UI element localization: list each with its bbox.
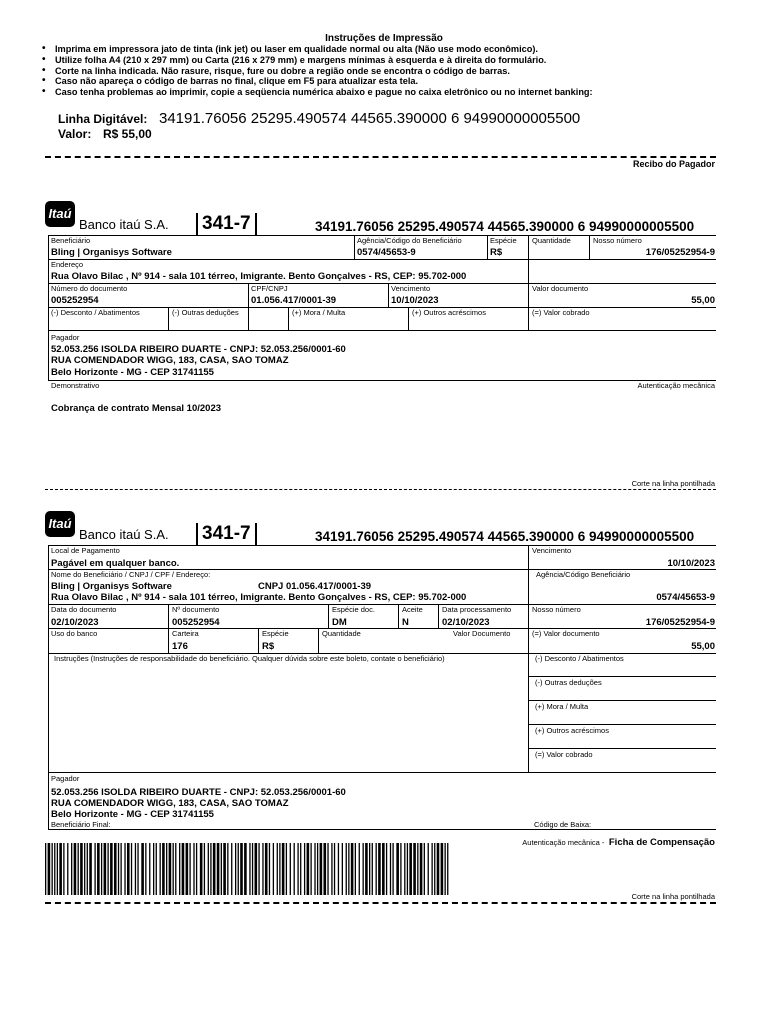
ficha-compensacao-label: Ficha de Compensação — [608, 837, 715, 848]
barcode-bar — [162, 843, 165, 895]
mora-label: (+) Mora / Multa — [292, 308, 346, 317]
barcode-bar — [67, 843, 68, 895]
barcode-bar — [407, 843, 408, 895]
corte-label: Corte na linha pontilhada — [631, 479, 715, 488]
barcode-bar — [334, 843, 335, 895]
instruction-item: • Caso não apareça o código de barras no final, clique em F5 para atualizar esta tela. — [42, 76, 593, 87]
data-doc-label: Data do documento — [51, 605, 117, 614]
cut-line — [45, 489, 716, 490]
barcode-bar — [314, 843, 315, 895]
especie-doc-label: Espécie doc. — [332, 605, 375, 614]
valor-doc-value: 55,00 — [691, 641, 715, 652]
barcode-bar — [160, 843, 161, 895]
divider — [528, 748, 716, 749]
divider — [388, 283, 389, 307]
barcode-bar — [372, 843, 373, 895]
barcode-bar — [175, 843, 176, 895]
quantidade-label: Quantidade — [532, 236, 571, 245]
barcode-bar — [74, 843, 77, 895]
itau-logo: Itaú — [45, 201, 75, 227]
barcode-bar — [258, 843, 259, 895]
barcode-bar — [57, 843, 58, 895]
vencimento-label: Vencimento — [391, 284, 431, 293]
barcode-bar — [210, 843, 211, 895]
instructions-title: Instruções de Impressão — [325, 33, 443, 44]
barcode-bar — [359, 843, 360, 895]
barcode-bar — [327, 843, 328, 895]
local-value: Pagável em qualquer banco. — [51, 558, 180, 569]
barcode-bar — [400, 843, 401, 895]
barcode-bar — [213, 843, 216, 895]
divider — [48, 307, 716, 308]
barcode-bar — [235, 843, 236, 895]
barcode-bar — [104, 843, 107, 895]
linha-digitavel-value[interactable]: 34191.76056 25295.490574 44565.390000 6 94990000005500 — [159, 110, 581, 127]
divider — [328, 604, 329, 628]
barcode-bar — [182, 843, 185, 895]
bank-name: Banco itaú S.A. — [79, 527, 169, 542]
beneficiario-final-label: Beneficiário Final: — [51, 820, 111, 829]
barcode-bar — [265, 843, 268, 895]
vencimento-value: 10/10/2023 — [667, 558, 715, 569]
instrucoes-label: Instruções (Instruções de responsabilidade do beneficiário. Qualquer dúvida sobre este boleto, contate o beneficiário) — [54, 654, 445, 663]
cpf-value: 01.056.417/0001-39 — [251, 295, 337, 306]
barcode-bar — [156, 843, 157, 895]
desconto-label: (-) Desconto / Abatimentos — [51, 308, 140, 317]
barcode-bar — [208, 843, 209, 895]
barcode-bar — [149, 843, 150, 895]
divider — [48, 235, 49, 380]
endereco-value: Rua Olavo Bilac , Nº 914 - sala 101 térreo, Imigrante. Bento Gonçalves - RS, CEP: 95.702-000 — [51, 592, 467, 603]
recibo-label: Recibo do Pagador — [632, 159, 715, 169]
barcode-bar — [382, 843, 385, 895]
autenticacao-label: Autenticação mecânica — [637, 381, 715, 390]
barcode-bar — [110, 843, 113, 895]
data-proc-value: 02/10/2023 — [442, 617, 490, 628]
barcode-bar — [286, 843, 287, 895]
nosso-numero-value: 176/05252954-9 — [645, 247, 715, 258]
barcode-bar — [386, 843, 387, 895]
valor-doc-label: (=) Valor documento — [532, 629, 600, 638]
barcode-bar — [304, 843, 305, 895]
barcode-bar — [189, 843, 190, 895]
barcode-bar — [179, 843, 180, 895]
endereco-label: Endereço — [51, 260, 84, 269]
pagador-line: 52.053.256 ISOLDA RIBEIRO DUARTE - CNPJ: 52.053.256/0001-60 — [51, 344, 346, 355]
instruction-item: • Imprima em impressora jato de tinta (ink jet) ou laser em qualidade normal ou alta (Não use modo econômico). — [42, 44, 593, 55]
barcode-bar — [196, 843, 197, 895]
barcode-bar — [101, 843, 102, 895]
divider — [48, 545, 716, 546]
num-doc-value: 005252954 — [51, 295, 99, 306]
barcode-bar — [413, 843, 416, 895]
barcode-bar — [223, 843, 226, 895]
barcode-bar — [89, 843, 92, 895]
barcode-bar — [331, 843, 332, 895]
carteira-label: Carteira — [172, 629, 199, 638]
pagador-line: 52.053.256 ISOLDA RIBEIRO DUARTE - CNPJ: 52.053.256/0001-60 — [51, 787, 346, 798]
barcode-bar — [307, 843, 310, 895]
instruction-item: • Corte na linha indicada. Não rasure, risque, fure ou dobre a região onde se encontra o código de barras. — [42, 66, 593, 77]
divider — [248, 283, 249, 330]
demonstrativo-value: Cobrança de contrato Mensal 10/2023 — [51, 403, 222, 414]
barcode-bar — [249, 843, 250, 895]
barcode-bar — [78, 843, 79, 895]
barcode-bar — [118, 843, 119, 895]
divider — [528, 700, 716, 701]
autenticacao-label: Autenticação mecânica - — [522, 838, 605, 847]
nosso-numero-label: Nosso número — [532, 605, 581, 614]
outras-deducoes-label: (-) Outras deduções — [535, 678, 602, 687]
data-proc-label: Data processamento — [442, 605, 512, 614]
barcode-bar — [290, 843, 291, 895]
barcode-bar — [124, 843, 125, 895]
divider — [48, 259, 716, 260]
valor-label: Valor: — [58, 127, 92, 141]
barcode-bar — [342, 843, 343, 895]
carteira-value: 176 — [172, 641, 188, 652]
barcode-bar — [221, 843, 222, 895]
beneficiario-value: Bling | Organisys Software — [51, 247, 172, 258]
barcode-bar — [193, 843, 194, 895]
barcode-bar — [320, 843, 323, 895]
barcode-bar — [200, 843, 203, 895]
divider — [48, 829, 716, 830]
barcode-bar — [217, 843, 220, 895]
outros-acrescimos-label: (+) Outros acréscimos — [412, 308, 486, 317]
barcode-bar — [87, 843, 88, 895]
barcode-bar — [59, 843, 62, 895]
barcode-bar — [441, 843, 444, 895]
barcode-bar — [127, 843, 130, 895]
divider — [528, 724, 716, 725]
cnpj-value: CNPJ 01.056.417/0001-39 — [258, 581, 372, 592]
barcode-bar — [338, 843, 339, 895]
codigo-baixa-label: Código de Baixa: — [534, 820, 592, 829]
barcode-bar — [52, 843, 53, 895]
num-doc-label: Nº documento — [172, 605, 220, 614]
barcode-bar — [346, 843, 347, 895]
barcode-bar — [166, 843, 167, 895]
barcode-bar — [444, 843, 445, 895]
vencimento-label: Vencimento — [532, 546, 572, 555]
valor-doc-value: 55,00 — [691, 295, 715, 306]
barcode-bar — [84, 843, 85, 895]
local-label: Local de Pagamento — [51, 546, 120, 555]
barcode-bar — [131, 843, 132, 895]
mora-label: (+) Mora / Multa — [535, 702, 589, 711]
cpf-label: CPF/CNPJ — [251, 284, 288, 293]
barcode-bar — [273, 843, 274, 895]
divider — [168, 307, 169, 330]
beneficiario-value: Bling | Organisys Software — [51, 581, 172, 592]
barcode-bar — [269, 843, 270, 895]
barcode-bar — [97, 843, 100, 895]
barcode-bar — [173, 843, 174, 895]
barcode-bar — [396, 843, 399, 895]
autenticacao-row — [522, 832, 715, 850]
barcode-bar — [365, 843, 368, 895]
instructions-list — [42, 44, 593, 98]
beneficiario-label: Beneficiário — [51, 236, 91, 245]
divider — [318, 628, 319, 653]
barcode-bar — [252, 843, 253, 895]
barcode-bar — [137, 843, 138, 895]
especie-label: Espécie — [262, 629, 289, 638]
barcode-bar — [255, 843, 258, 895]
barcode-bar — [282, 843, 285, 895]
barcode-bar — [378, 843, 381, 895]
divider — [48, 604, 716, 605]
divider — [487, 235, 488, 259]
barcode-bar — [279, 843, 280, 895]
barcode-bar — [392, 843, 393, 895]
valor-doc-label: Valor documento — [532, 284, 589, 293]
cut-line — [45, 156, 716, 158]
barcode-bar — [71, 843, 72, 895]
divider — [438, 604, 439, 628]
num-doc-label: Número do documento — [51, 284, 128, 293]
divider — [48, 628, 716, 629]
divider — [528, 235, 529, 330]
barcode-bar — [238, 843, 239, 895]
barcode-bar — [107, 843, 108, 895]
valor-documento-label: Valor Documento — [453, 629, 511, 638]
valor-value: R$ 55,00 — [103, 127, 152, 141]
especie-doc-value: DM — [332, 617, 347, 628]
pagador-line: Belo Horizonte - MG - CEP 31741155 — [51, 367, 214, 378]
valor-cobrado-label: (=) Valor cobrado — [535, 750, 593, 759]
barcode-bar — [404, 843, 405, 895]
barcode-bar — [437, 843, 440, 895]
barcode-bar — [447, 843, 448, 895]
nome-beneficiario-label: Nome do Beneficiário / CNPJ / CPF / Endereço: — [51, 570, 211, 579]
barcode-bar — [141, 843, 144, 895]
digit-line[interactable]: 34191.76056 25295.490574 44565.390000 6 94990000005500 — [315, 219, 695, 234]
itau-logo: Itaú — [45, 511, 75, 537]
barcode-bar — [114, 843, 117, 895]
barcode-bar — [363, 843, 364, 895]
aceite-value: N — [402, 617, 409, 628]
barcode-bar — [80, 843, 83, 895]
barcode-bar — [231, 843, 232, 895]
digit-line[interactable]: 34191.76056 25295.490574 44565.390000 6 94990000005500 — [315, 529, 695, 544]
cut-line — [45, 902, 716, 904]
barcode-bar — [45, 843, 46, 895]
outros-acrescimos-label: (+) Outros acréscimos — [535, 726, 609, 735]
divider — [48, 330, 716, 331]
outras-deducoes-label: (-) Outras deduções — [172, 308, 239, 317]
barcode — [45, 843, 451, 895]
barcode-bar — [135, 843, 136, 895]
endereco-value: Rua Olavo Bilac , Nº 914 - sala 101 térreo, Imigrante. Bento Gonçalves - RS, CEP: 95.702-000 — [51, 271, 467, 282]
divider — [258, 628, 259, 653]
barcode-bar — [390, 843, 391, 895]
aceite-label: Aceite — [402, 605, 423, 614]
desconto-label: (-) Desconto / Abatimentos — [535, 654, 624, 663]
divider — [168, 604, 169, 653]
divider — [48, 283, 716, 284]
barcode-bar — [94, 843, 95, 895]
barcode-bar — [310, 843, 311, 895]
barcode-bar — [420, 843, 423, 895]
especie-value: R$ — [262, 641, 275, 652]
barcode-bar — [417, 843, 418, 895]
nosso-numero-value: 176/05252954-9 — [645, 617, 715, 628]
barcode-bar — [244, 843, 247, 895]
barcode-bar — [409, 843, 412, 895]
barcode-bar — [434, 843, 435, 895]
uso-banco-label: Uso do banco — [51, 629, 98, 638]
vencimento-value: 10/10/2023 — [391, 295, 439, 306]
barcode-bar — [145, 843, 146, 895]
divider — [589, 235, 590, 259]
agencia-label: Agência/Código Beneficiário — [536, 570, 631, 579]
barcode-bar — [428, 843, 429, 895]
barcode-bar — [169, 843, 172, 895]
barcode-bar — [48, 843, 51, 895]
divider — [48, 772, 716, 773]
divider — [48, 545, 49, 829]
barcode-bar — [63, 843, 64, 895]
barcode-bar — [323, 843, 326, 895]
especie-value: R$ — [490, 247, 503, 258]
corte-label: Corte na linha pontilhada — [631, 892, 715, 901]
divider — [528, 676, 716, 677]
especie-label: Espécie — [490, 236, 517, 245]
quantidade-label: Quantidade — [322, 629, 361, 638]
barcode-bar — [351, 843, 354, 895]
barcode-bar — [431, 843, 432, 895]
nosso-numero-label: Nosso número — [593, 236, 642, 245]
barcode-bar — [376, 843, 377, 895]
divider — [288, 307, 289, 330]
data-doc-value: 02/10/2023 — [51, 617, 99, 628]
barcode-bar — [153, 843, 154, 895]
pagador-line: RUA COMENDADOR WIGG, 183, CASA, SAO TOMAZ — [51, 355, 289, 366]
divider — [528, 545, 529, 772]
divider — [48, 380, 716, 381]
pagador-label: Pagador — [51, 774, 80, 783]
barcode-bar — [355, 843, 356, 895]
pagador-label: Pagador — [51, 333, 80, 342]
bank-name: Banco itaú S.A. — [79, 217, 169, 232]
demonstrativo-label: Demonstrativo — [51, 381, 100, 390]
divider — [398, 604, 399, 628]
linha-digitavel-label: Linha Digitável: — [58, 112, 148, 126]
barcode-bar — [297, 843, 298, 895]
barcode-bar — [186, 843, 189, 895]
barcode-bar — [204, 843, 205, 895]
barcode-bar — [54, 843, 55, 895]
divider — [354, 235, 355, 259]
bank-code: 341-7 — [196, 213, 257, 235]
pagador-line: RUA COMENDADOR WIGG, 183, CASA, SAO TOMAZ — [51, 798, 289, 809]
instruction-item: • Utilize folha A4 (210 x 297 mm) ou Carta (216 x 279 mm) e margens mínimas à esquerda e à direita do formulário. — [42, 55, 593, 66]
pagador-line: Belo Horizonte - MG - CEP 31741155 — [51, 809, 214, 820]
agencia-value: 0574/45653-9 — [656, 592, 715, 603]
barcode-bar — [240, 843, 243, 895]
barcode-bar — [424, 843, 425, 895]
barcode-bar — [227, 843, 228, 895]
divider — [408, 307, 409, 330]
barcode-bar — [294, 843, 295, 895]
barcode-bar — [348, 843, 349, 895]
barcode-bar — [300, 843, 301, 895]
barcode-bar — [120, 843, 121, 895]
barcode-bar — [317, 843, 318, 895]
valor-cobrado-label: (=) Valor cobrado — [532, 308, 590, 317]
bank-code: 341-7 — [196, 523, 257, 545]
agencia-label: Agência/Código do Beneficiário — [357, 236, 462, 245]
agencia-value: 0574/45653-9 — [357, 247, 416, 258]
barcode-bar — [369, 843, 370, 895]
barcode-bar — [262, 843, 263, 895]
num-doc-value: 005252954 — [172, 617, 220, 628]
instruction-item: • Caso tenha problemas ao imprimir, copie a seqüencia numérica abaixo e pague no caixa eletrônico ou no internet banking: — [42, 87, 593, 98]
barcode-bar — [277, 843, 278, 895]
